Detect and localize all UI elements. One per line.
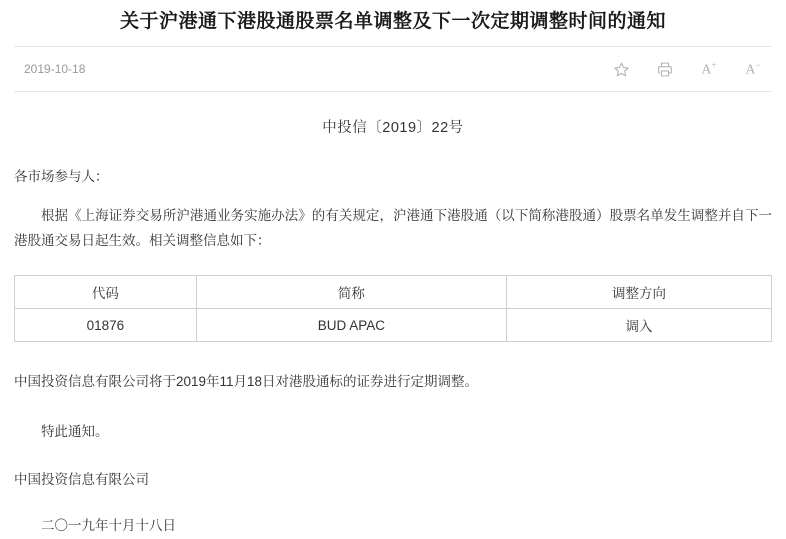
table-row xyxy=(15,309,772,342)
column-header-direction: 调整方向 xyxy=(507,276,772,309)
document-meta-bar xyxy=(14,46,772,92)
publish-date: 2019-10-18 xyxy=(24,62,86,76)
font-decrease-button[interactable] xyxy=(744,60,762,78)
salutation: 各市场参与人： xyxy=(14,169,109,184)
column-header-code: 代码 xyxy=(15,276,197,309)
printer-icon[interactable] xyxy=(656,60,674,78)
font-decrease-label: A xyxy=(745,62,756,78)
sign-date: 二〇一九年十月十八日 xyxy=(41,518,176,533)
paragraph-2: 中国投资信息有限公司将于2019年11月18日对港股通标的证券进行定期调整。 xyxy=(14,374,479,389)
star-icon[interactable] xyxy=(612,60,630,78)
font-increase-button[interactable] xyxy=(700,60,718,78)
adjustment-table xyxy=(14,275,772,342)
font-increase-sup: + xyxy=(711,59,717,70)
font-increase-label: A xyxy=(701,62,712,78)
font-decrease-sup: − xyxy=(755,59,761,70)
paragraph-3: 特此通知。 xyxy=(41,424,109,439)
page-title: 关于沪港通下港股通股票名单调整及下一次定期调整时间的通知 xyxy=(119,11,666,32)
cell-direction: 调入 xyxy=(507,309,772,342)
document-number: 中投信〔2019〕22号 xyxy=(322,120,464,136)
document-body xyxy=(0,116,786,534)
toolbar xyxy=(612,47,762,91)
column-header-name: 简称 xyxy=(196,276,506,309)
cell-name: BUD APAC xyxy=(196,309,506,342)
paragraph-1: 根据《上海证券交易所沪港通业务实施办法》的有关规定，沪港通下港股通（以下简称港股通）股票名单发生调整并自下一港股通交易日起生效。相关调整信息如下： xyxy=(14,208,772,248)
table-header-row xyxy=(15,276,772,309)
signer: 中国投资信息有限公司 xyxy=(14,472,149,487)
cell-code: 01876 xyxy=(15,309,197,342)
